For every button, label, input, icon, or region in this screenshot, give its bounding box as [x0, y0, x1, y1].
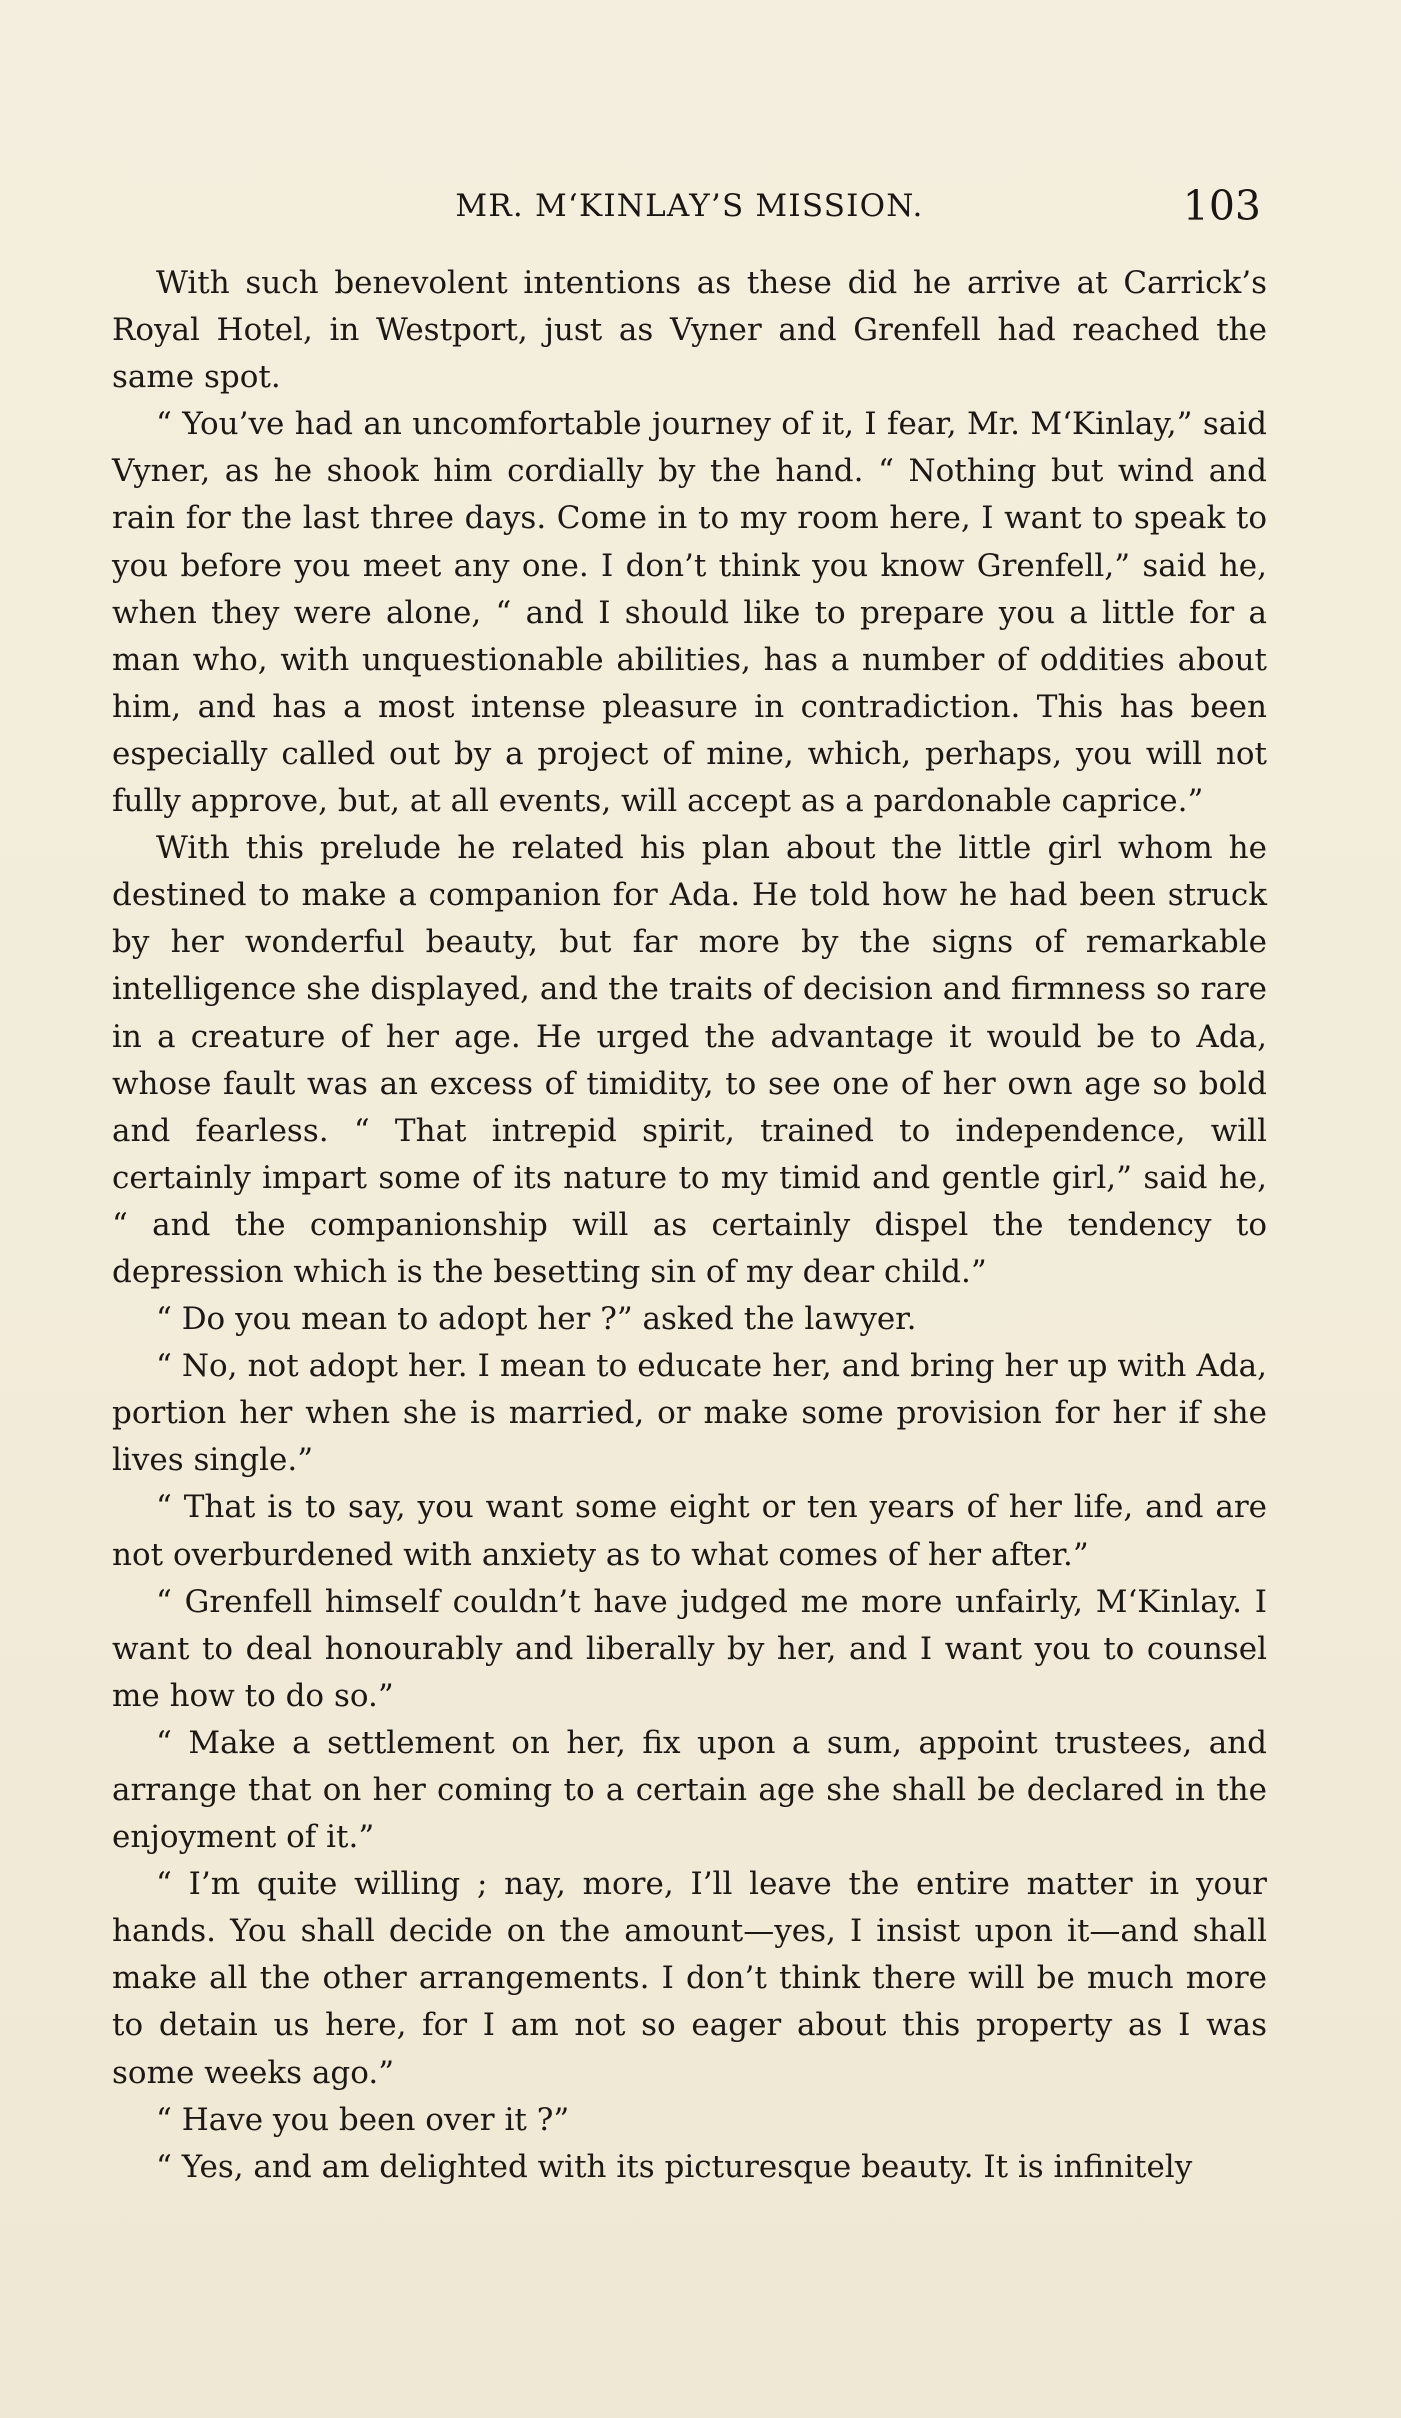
paragraph: With such benevolent intentions as these did he arrive at Carrick’s Royal Hotel, in Westport, just as Vyner and Grenfell had reached the same spot.: [112, 265, 1267, 396]
paragraph: “ Grenfell himself couldn’t have judged me more unfairly, M‘Kinlay. I want to deal honourably and liberally by her, and I want you to counsel me how to do so.”: [112, 1583, 1267, 1714]
paragraph: “ Yes, and am delighted with its picturesque beauty. It is infinitely: [156, 2148, 1193, 2185]
body-text: [112, 260, 1267, 2191]
page-header: [112, 182, 1267, 238]
running-title: MR. M‘KINLAY’S MISSION.: [455, 188, 924, 224]
paragraph: “ I’m quite willing ; nay, more, I’ll leave the entire matter in your hands. You shall decide on the amount—yes, I insist upon it—and shall make all the other arrangements. I don’t think there will be much more to detain us here, for I am not so eager about this property as I was some weeks ago.”: [112, 1866, 1267, 2091]
paragraph: “ You’ve had an uncomfortable journey of it, I fear, Mr. M‘Kinlay,” said Vyner, as he shook him cordially by the hand. “ Nothing but wind and rain for the last three days. Come in to my room here, I want to speak to you before you meet any one. I don’t think you know Grenfell,” said he, when they were alone, “ and I should like to prepare you a little for a man who, with unquestionable abilities, has a number of oddities about him, and has a most intense pleasure in contradiction. This has been especially called out by a project of mine, which, perhaps, you will not fully approve, but, at all events, will accept as a pardonable caprice.”: [112, 406, 1267, 820]
page-number: 103: [1182, 182, 1261, 230]
paragraph: “ No, not adopt her. I mean to educate her, and bring her up with Ada, portion her when she is married, or make some provision for her if she lives single.”: [112, 1348, 1267, 1479]
paragraph: With this prelude he related his plan about the little girl whom he destined to make a companion for Ada. He told how he had been struck by her wonderful beauty, but far more by the signs of remarkable intelligence she displayed, and the traits of decision and firmness so rare in a creature of her age. He urged the advantage it would be to Ada, whose fault was an excess of timidity, to see one of her own age so bold and fearless. “ That intrepid spirit, trained to independence, will certainly impart some of its nature to my timid and gentle girl,” said he, “ and the companionship will as certainly dispel the tendency to depression which is the besetting sin of my dear child.”: [112, 830, 1267, 1290]
paragraph: “ Make a settlement on her, fix upon a sum, appoint trustees, and arrange that on her coming to a certain age she shall be declared in the enjoyment of it.”: [112, 1724, 1267, 1856]
paragraph: “ That is to say, you want some eight or ten years of her life, and are not overburdened with anxiety as to what comes of her after.”: [112, 1489, 1267, 1573]
paragraph: “ Have you been over it ?”: [156, 2101, 570, 2138]
paragraph: “ Do you mean to adopt her ?” asked the lawyer.: [156, 1301, 917, 1338]
